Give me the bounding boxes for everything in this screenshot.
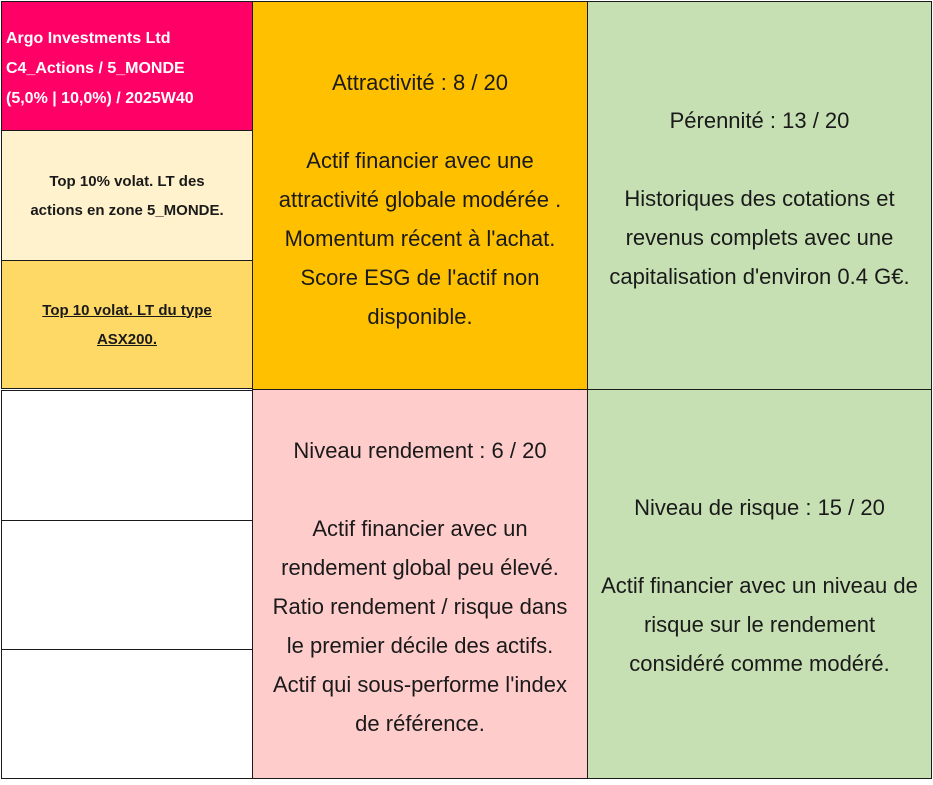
perennite-line: capitalisation d'environ 0.4 G€. <box>609 264 910 289</box>
empty-cell-3 <box>1 649 253 779</box>
attractivite-line: Momentum récent à l'achat. <box>284 226 556 251</box>
perennite-panel <box>587 1 932 390</box>
attractivite-panel <box>252 1 588 390</box>
rendement-line: Ratio rendement / risque dans <box>272 594 568 619</box>
attractivite-line: Score ESG de l'actif non <box>300 265 540 290</box>
risque-line: risque sur le rendement <box>643 612 876 637</box>
asset-header <box>1 1 253 131</box>
rendement-title: Niveau rendement : 6 / 20 <box>293 438 547 463</box>
zone-badge-line2: actions en zone 5_MONDE. <box>30 201 224 219</box>
empty-cell-2 <box>1 520 253 650</box>
zone-badge-line1: Top 10% volat. LT des <box>49 172 205 190</box>
risque-line: considéré comme modéré. <box>629 651 890 676</box>
rendement-line: rendement global peu élevé. <box>281 555 559 580</box>
attractivite-line: disponible. <box>367 304 473 329</box>
zone-volatility-badge <box>1 130 253 261</box>
company-name: Argo Investments Ltd <box>6 30 171 47</box>
asset-params: (5,0% | 10,0%) / 2025W40 <box>6 90 194 107</box>
rendement-line: le premier décile des actifs. <box>286 633 554 658</box>
attractivite-line: attractivité globale modérée . <box>278 187 562 212</box>
risque-title: Niveau de risque : 15 / 20 <box>634 495 885 520</box>
rendement-line: Actif financier avec un <box>312 516 528 541</box>
type-badge-line1: Top 10 volat. LT du type <box>42 301 212 319</box>
perennite-title: Pérennité : 13 / 20 <box>669 108 850 133</box>
risque-panel <box>587 389 932 779</box>
type-badge-line2: ASX200. <box>96 330 158 348</box>
rendement-panel <box>252 389 588 779</box>
empty-cell-1 <box>1 390 253 521</box>
rendement-line: de référence. <box>355 711 485 736</box>
rendement-line: Actif qui sous-performe l'index <box>273 672 567 697</box>
type-volatility-badge <box>1 260 253 389</box>
perennite-line: revenus complets avec une <box>625 225 894 250</box>
risque-line: Actif financier avec un niveau de <box>601 573 918 598</box>
perennite-line: Historiques des cotations et <box>624 186 895 211</box>
attractivite-title: Attractivité : 8 / 20 <box>331 70 509 95</box>
asset-category: C4_Actions / 5_MONDE <box>6 60 185 77</box>
attractivite-line: Actif financier avec une <box>306 148 534 173</box>
